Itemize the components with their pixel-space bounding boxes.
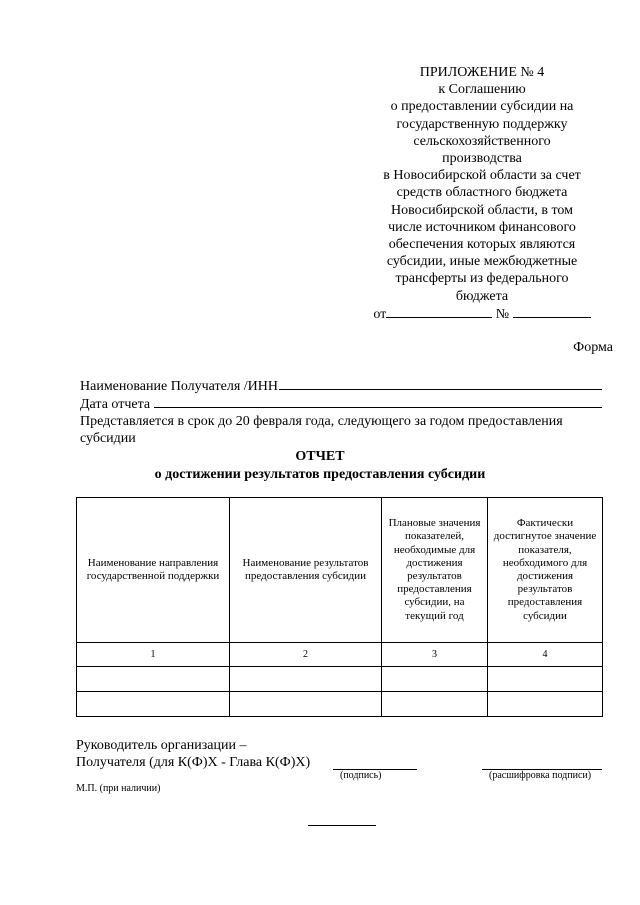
report-fields: [80, 377, 602, 447]
signature-role-line2: Получателя (для К(Ф)Х - Глава К(Ф)Х): [76, 755, 311, 770]
table-cell[interactable]: [77, 667, 230, 692]
report-date-label: Дата отчета: [80, 397, 151, 412]
appendix-line: о предоставлении субсидии на: [390, 99, 574, 115]
signature-blank[interactable]: [333, 754, 417, 770]
table-row: [77, 692, 603, 717]
appendix-header: [364, 64, 600, 323]
table-cell[interactable]: [230, 667, 382, 692]
report-table: [76, 497, 603, 717]
number-label: №: [495, 306, 510, 322]
appendix-line: ПРИЛОЖЕНИЕ № 4: [419, 65, 545, 80]
table-cell[interactable]: [230, 692, 382, 717]
report-date-blank[interactable]: [154, 395, 602, 408]
appendix-line: числе источником финансового: [388, 219, 576, 235]
form-label: Форма: [573, 340, 613, 355]
date-prefix: от: [373, 306, 387, 322]
signature-caption: (подпись): [340, 770, 382, 781]
appendix-line: обеспечения которых являются: [388, 237, 576, 253]
appendix-line: к Соглашению: [438, 82, 526, 98]
decoding-caption: (расшифровка подписи): [489, 770, 592, 781]
agreement-date-number-line: [364, 305, 600, 323]
column-number: 4: [488, 643, 603, 667]
agreement-number-blank[interactable]: [513, 305, 591, 318]
header-direction: Наименование направления государственной поддержки: [77, 498, 230, 643]
recipient-blank[interactable]: [279, 377, 602, 390]
appendix-line: субсидии, иные межбюджетные: [386, 254, 578, 270]
table-cell[interactable]: [77, 692, 230, 717]
title-main: ОТЧЕТ: [295, 449, 345, 464]
signature-decoding-blank[interactable]: [482, 754, 602, 770]
table-header-row: [77, 498, 603, 643]
appendix-line: трансферты из федерального: [395, 271, 569, 287]
recipient-row: [80, 377, 602, 395]
appendix-line: бюджета: [455, 288, 509, 304]
report-title: [0, 448, 640, 484]
report-date-row: [80, 395, 602, 413]
table-cell[interactable]: [382, 692, 488, 717]
header-planned-values: Плановые значения показателей, необходимые для достижения результатов предоставления субсидии, на текущий год: [382, 498, 488, 643]
title-sub: о достижении результатов предоставления субсидии: [154, 467, 486, 482]
column-number-row: [77, 643, 603, 667]
table-cell[interactable]: [488, 692, 603, 717]
column-number: 3: [382, 643, 488, 667]
recipient-label: Наименование Получателя /ИНН: [80, 379, 279, 394]
bottom-divider: [308, 825, 376, 826]
signature-role-line2-row: [76, 754, 602, 771]
stamp-note: М.П. (при наличии): [76, 783, 161, 794]
appendix-line: производства: [442, 151, 522, 167]
header-results: Наименование результатов предоставления субсидии: [230, 498, 382, 643]
column-number: 1: [77, 643, 230, 667]
appendix-line: Новосибирской области, в том: [390, 202, 574, 218]
appendix-line: средств областного бюджета: [396, 185, 568, 201]
agreement-date-blank[interactable]: [386, 305, 492, 318]
appendix-line: сельскохозяйственного: [413, 133, 551, 149]
table-cell[interactable]: [382, 667, 488, 692]
header-actual-value: Фактически достигнутое значение показателя, необходимого для достижения результатов предоставления субсидии: [488, 498, 603, 643]
table-row: [77, 667, 603, 692]
deadline-note: Представляется в срок до 20 февраля года, следующего за годом предоставления субсидии: [80, 414, 563, 446]
appendix-line: в Новосибирской области за счет: [383, 168, 581, 184]
appendix-line: государственную поддержку: [396, 116, 568, 132]
signature-role-line1: Руководитель организации –: [76, 738, 247, 753]
column-number: 2: [230, 643, 382, 667]
table-cell[interactable]: [488, 667, 603, 692]
signature-block: [76, 737, 602, 771]
